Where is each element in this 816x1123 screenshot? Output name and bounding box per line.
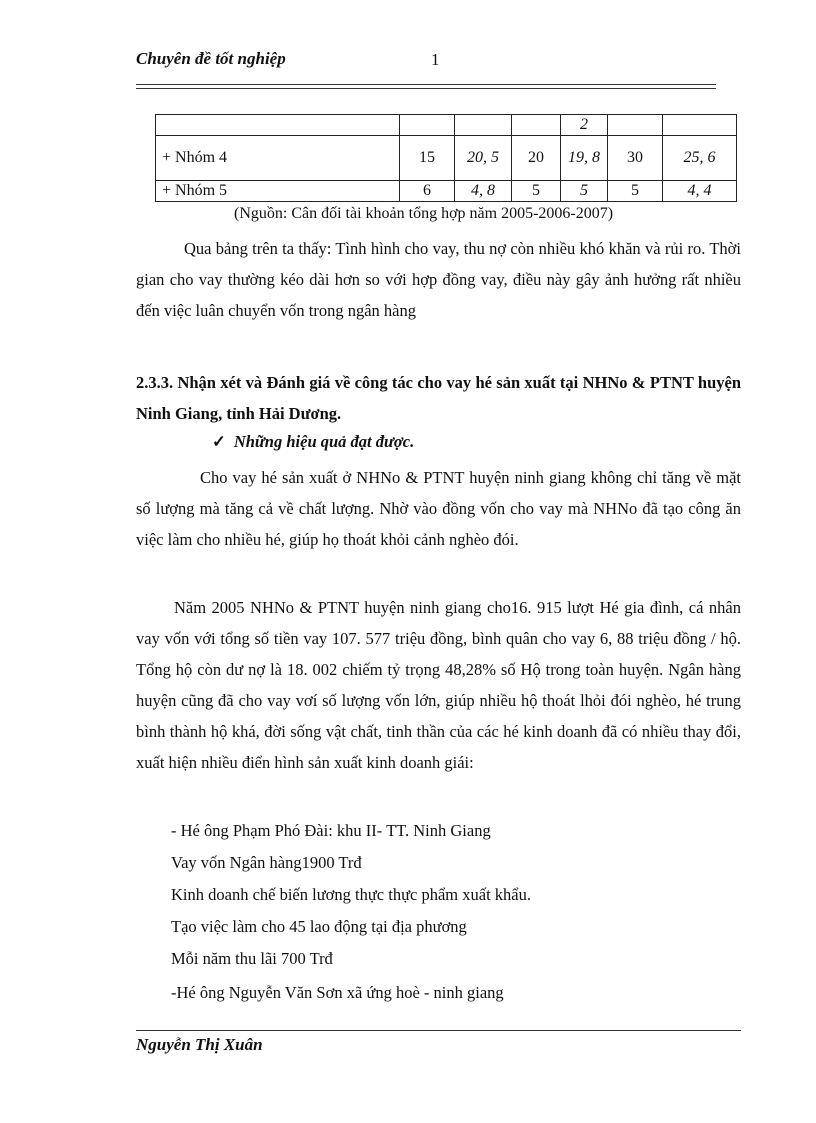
table-cell: 2	[561, 115, 608, 136]
table-cell-label: + Nhóm 5	[156, 181, 400, 202]
table-cell: 20, 5	[455, 136, 512, 181]
table-cell: 6	[400, 181, 455, 202]
list-item: - Hé ông Phạm Phó Đài: khu II- TT. Ninh Giang	[171, 821, 491, 840]
table-cell-label	[156, 115, 400, 136]
footer-author: Nguyễn Thị Xuân	[136, 1035, 263, 1054]
footer-rule	[136, 1030, 741, 1031]
subheading-text: Những hiệu quả đạt được.	[233, 432, 415, 451]
paragraph-2005-stats: Năm 2005 NHNo & PTNT huyện ninh giang cho16. 915 lượt Hé gia đình, cá nhân vay vốn với tổng số tiền vay 107. 577 triệu đồng, bình quân cho vay 6, 88 triệu đồng / hộ. Tổng hộ còn dư nợ là 18. 002 chiếm tỷ trọng 48,28% số Hộ trong toàn huyện. Ngân hàng huyện cũng đã cho vay vơí số lượng vốn lớn, giúp nhiều hộ thoát lhỏi đói nghèo, hé trung bình thành hộ khá, đời sống vật chất, tinh thần của các hé kinh doanh đã có nhiều thay đổi, xuất hiện nhiều điển hình sản xuất kinh doanh giái:	[136, 598, 741, 772]
subheading	[212, 432, 414, 452]
table-cell: 19, 8	[561, 136, 608, 181]
list-item: Tạo việc làm cho 45 lao động tại địa phương	[171, 917, 467, 936]
header-rule	[136, 84, 716, 85]
list-item: -Hé ông Nguyễn Văn Sơn xã ứng hoè - ninh giang	[171, 983, 504, 1002]
table-cell: 5	[608, 181, 663, 202]
table-cell: 30	[608, 136, 663, 181]
section-heading: 2.3.3. Nhận xét và Đánh giá về công tác cho vay hé sản xuất tại NHNo & PTNT huyện Ninh Giang, tỉnh Hải Dương.	[136, 373, 741, 423]
table-cell: 20	[512, 136, 561, 181]
paragraph-results: Cho vay hé sản xuất ở NHNo & PTNT huyện ninh giang không chỉ tăng về mặt số lượng mà tăng cả về chất lượng. Nhờ vào đồng vốn cho vay mà NHNo đã tạo công ăn việc làm cho nhiều hé, giúp họ thoát khỏi cảnh nghèo đói.	[136, 468, 741, 549]
list-item: Mỗi năm thu lãi 700 Trđ	[171, 949, 333, 968]
paragraph-summary: Qua bảng trên ta thấy: Tình hình cho vay, thu nợ còn nhiều khó khăn và rủi ro. Thời gian cho vay thường kéo dài hơn so với hợp đồng vay, điều này gây ảnh hưởng rất nhiều đến việc luân chuyển vốn trong ngân hàng	[136, 239, 741, 320]
table-cell: 15	[400, 136, 455, 181]
table-row	[156, 136, 737, 181]
table-cell: 4, 8	[455, 181, 512, 202]
table-cell	[663, 115, 737, 136]
table-row	[156, 115, 737, 136]
table-cell: 5	[512, 181, 561, 202]
table-cell	[512, 115, 561, 136]
list-item: Kinh doanh chế biến lương thực thực phẩm xuất khẩu.	[171, 885, 531, 904]
list-item: Vay vốn Ngân hàng1900 Trđ	[171, 853, 362, 872]
table-row	[156, 181, 737, 202]
table-cell	[608, 115, 663, 136]
data-table	[155, 114, 737, 202]
table-cell: 4, 4	[663, 181, 737, 202]
table-cell	[455, 115, 512, 136]
checkmark-icon: ✓	[212, 432, 226, 451]
table-cell-label: + Nhóm 4	[156, 136, 400, 181]
header-title: Chuyên đề tốt nghiệp	[136, 49, 286, 68]
header-rule-double	[136, 88, 716, 89]
page-number: 1	[431, 50, 440, 69]
table-source-note: (Nguồn: Cân đối tài khoản tổng hợp năm 2005-2006-2007)	[234, 205, 614, 222]
table-cell: 25, 6	[663, 136, 737, 181]
table-cell: 5	[561, 181, 608, 202]
table-cell	[400, 115, 455, 136]
